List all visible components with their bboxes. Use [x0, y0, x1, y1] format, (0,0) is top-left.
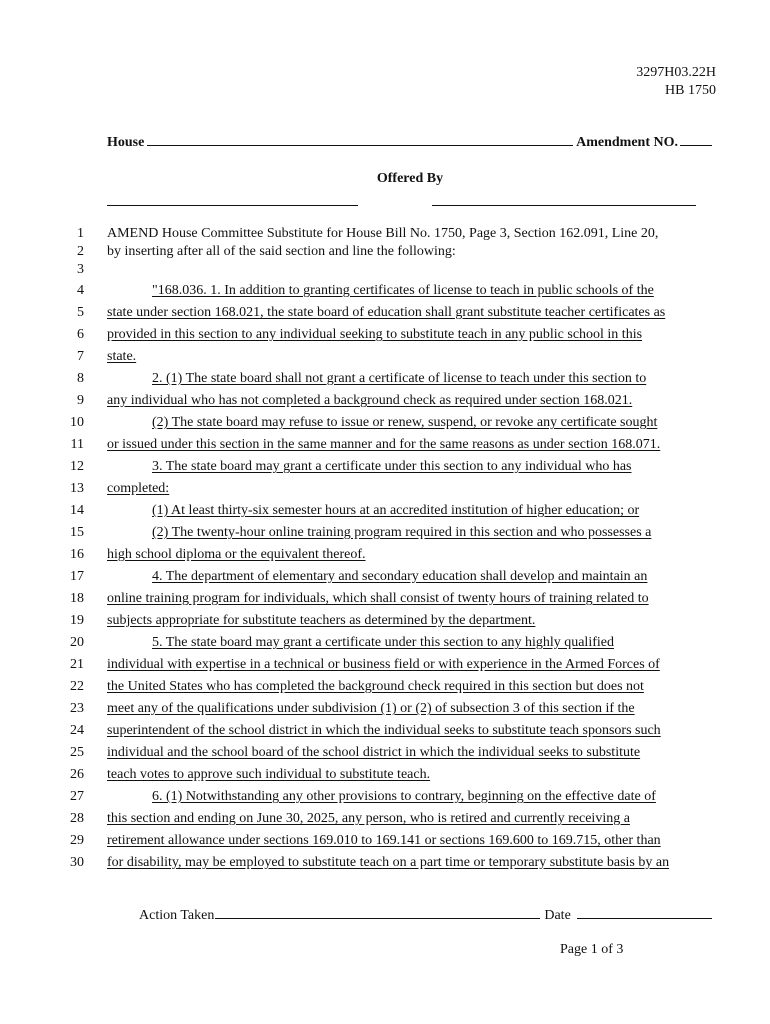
- line-text-wrap: [107, 634, 758, 652]
- line-text: "168.036. 1. In addition to granting certificates of license to teach in public schools of the: [152, 283, 654, 298]
- line-number: 23: [70, 701, 84, 716]
- line-text: (1) At least thirty-six semester hours at an accredited institution of higher education; or: [152, 503, 640, 518]
- offered-by-signature-line-right: [432, 205, 696, 206]
- line-text-wrap: [107, 788, 758, 806]
- line-number: 7: [77, 349, 84, 364]
- bill-number: HB 1750: [665, 83, 716, 98]
- doc-code: 3297H03.22H: [636, 65, 716, 80]
- line-number: 11: [70, 437, 84, 452]
- line-text: this section and ending on June 30, 2025, any person, who is retired and currently receiving a: [107, 811, 630, 826]
- action-taken-line: [139, 906, 716, 924]
- line-number: 4: [77, 283, 84, 298]
- line-text: 6. (1) Notwithstanding any other provisions to contrary, beginning on the effective date of: [152, 789, 656, 804]
- line-number: 19: [70, 613, 84, 628]
- line-number: 10: [70, 415, 84, 430]
- house-label: House: [107, 135, 145, 150]
- offered-by-signature-line-left: [107, 205, 358, 206]
- line-number: 8: [77, 371, 84, 386]
- line-number: 2: [77, 244, 84, 259]
- line-number: 20: [70, 635, 84, 650]
- line-number: 27: [70, 789, 84, 804]
- line-text: state.: [107, 349, 137, 364]
- line-text: any individual who has not completed a background check as required under section 168.021.: [107, 393, 633, 408]
- line-number: 14: [70, 503, 84, 518]
- line-number: 15: [70, 525, 84, 540]
- line-text-wrap: [107, 568, 758, 586]
- line-text: state under section 168.021, the state board of education shall grant substitute teacher certificates as: [107, 305, 666, 320]
- amendment-number-blank: [680, 134, 712, 146]
- line-number: 28: [70, 811, 84, 826]
- line-text-wrap: [107, 414, 758, 432]
- line-text-wrap: [107, 524, 758, 542]
- document-id: [636, 64, 716, 100]
- action-taken-blank: [215, 906, 540, 919]
- line-text: individual with expertise in a technical or business field or with experience in the Armed Forces of: [107, 657, 660, 672]
- line-text: individual and the school board of the school district in which the individual seeks to substitute: [107, 745, 641, 760]
- line-number: 1: [77, 226, 84, 241]
- line-number: 26: [70, 767, 84, 782]
- line-number: 3: [77, 262, 84, 277]
- line-text: (2) The state board may refuse to issue or renew, suspend, or revoke any certificate sought: [152, 415, 658, 430]
- line-number: 12: [70, 459, 84, 474]
- line-number: 22: [70, 679, 84, 694]
- date-label: Date: [544, 908, 571, 923]
- amendment-label: Amendment NO.: [576, 135, 678, 150]
- line-text: for disability, may be employed to substitute teach on a part time or temporary substitute basis by an: [107, 855, 670, 870]
- date-blank: [577, 906, 712, 919]
- offered-by-label: Offered By: [376, 171, 444, 186]
- line-number: 5: [77, 305, 84, 320]
- line-text: (2) The twenty-hour online training program required in this section and who possesses a: [152, 525, 652, 540]
- line-text: 4. The department of elementary and secondary education shall develop and maintain an: [152, 569, 648, 584]
- page-number: Page 1 of 3: [560, 942, 624, 957]
- action-taken-label: Action Taken: [139, 908, 215, 923]
- line-text: retirement allowance under sections 169.010 to 169.141 or sections 169.600 to 169.715, other than: [107, 833, 661, 848]
- line-text: AMEND House Committee Substitute for House Bill No. 1750, Page 3, Section 162.091, Line 20,: [107, 226, 659, 241]
- line-number: 17: [70, 569, 84, 584]
- house-blank: [147, 134, 573, 146]
- line-number: 18: [70, 591, 84, 606]
- line-text-wrap: [107, 370, 758, 388]
- line-text: or issued under this section in the same manner and for the same reasons as under section 168.071.: [107, 437, 661, 452]
- line-number: 21: [70, 657, 84, 672]
- line-text: completed:: [107, 481, 170, 496]
- line-number: 25: [70, 745, 84, 760]
- line-text: online training program for individuals, which shall consist of twenty hours of training related to: [107, 591, 649, 606]
- line-text: provided in this section to any individual seeking to substitute teach in any public school in this: [107, 327, 643, 342]
- line-number: 6: [77, 327, 84, 342]
- line-text: 3. The state board may grant a certificate under this section to any individual who has: [152, 459, 632, 474]
- line-number: 24: [70, 723, 84, 738]
- line-text: high school diploma or the equivalent thereof.: [107, 547, 366, 562]
- line-text: the United States who has completed the background check required in this section but does not: [107, 679, 644, 694]
- line-text: by inserting after all of the said section and line the following:: [107, 244, 456, 259]
- line-number: 13: [70, 481, 84, 496]
- line-text: subjects appropriate for substitute teachers as determined by the department.: [107, 613, 536, 628]
- line-text: 5. The state board may grant a certificate under this section to any highly qualified: [152, 635, 614, 650]
- line-text-wrap: [107, 502, 758, 520]
- line-text-wrap: [107, 282, 758, 300]
- line-number: 30: [70, 855, 84, 870]
- house-amendment-line: [107, 134, 712, 151]
- line-text: teach votes to approve such individual to substitute teach.: [107, 767, 431, 782]
- line-text: meet any of the qualifications under subdivision (1) or (2) of subsection 3 of this section if the: [107, 701, 635, 716]
- line-text-wrap: [107, 458, 758, 476]
- line-number: 9: [77, 393, 84, 408]
- line-text: 2. (1) The state board shall not grant a certificate of license to teach under this section to: [152, 371, 647, 386]
- line-text: superintendent of the school district in which the individual seeks to substitute teach sponsors such: [107, 723, 661, 738]
- line-number: 16: [70, 547, 84, 562]
- line-number: 29: [70, 833, 84, 848]
